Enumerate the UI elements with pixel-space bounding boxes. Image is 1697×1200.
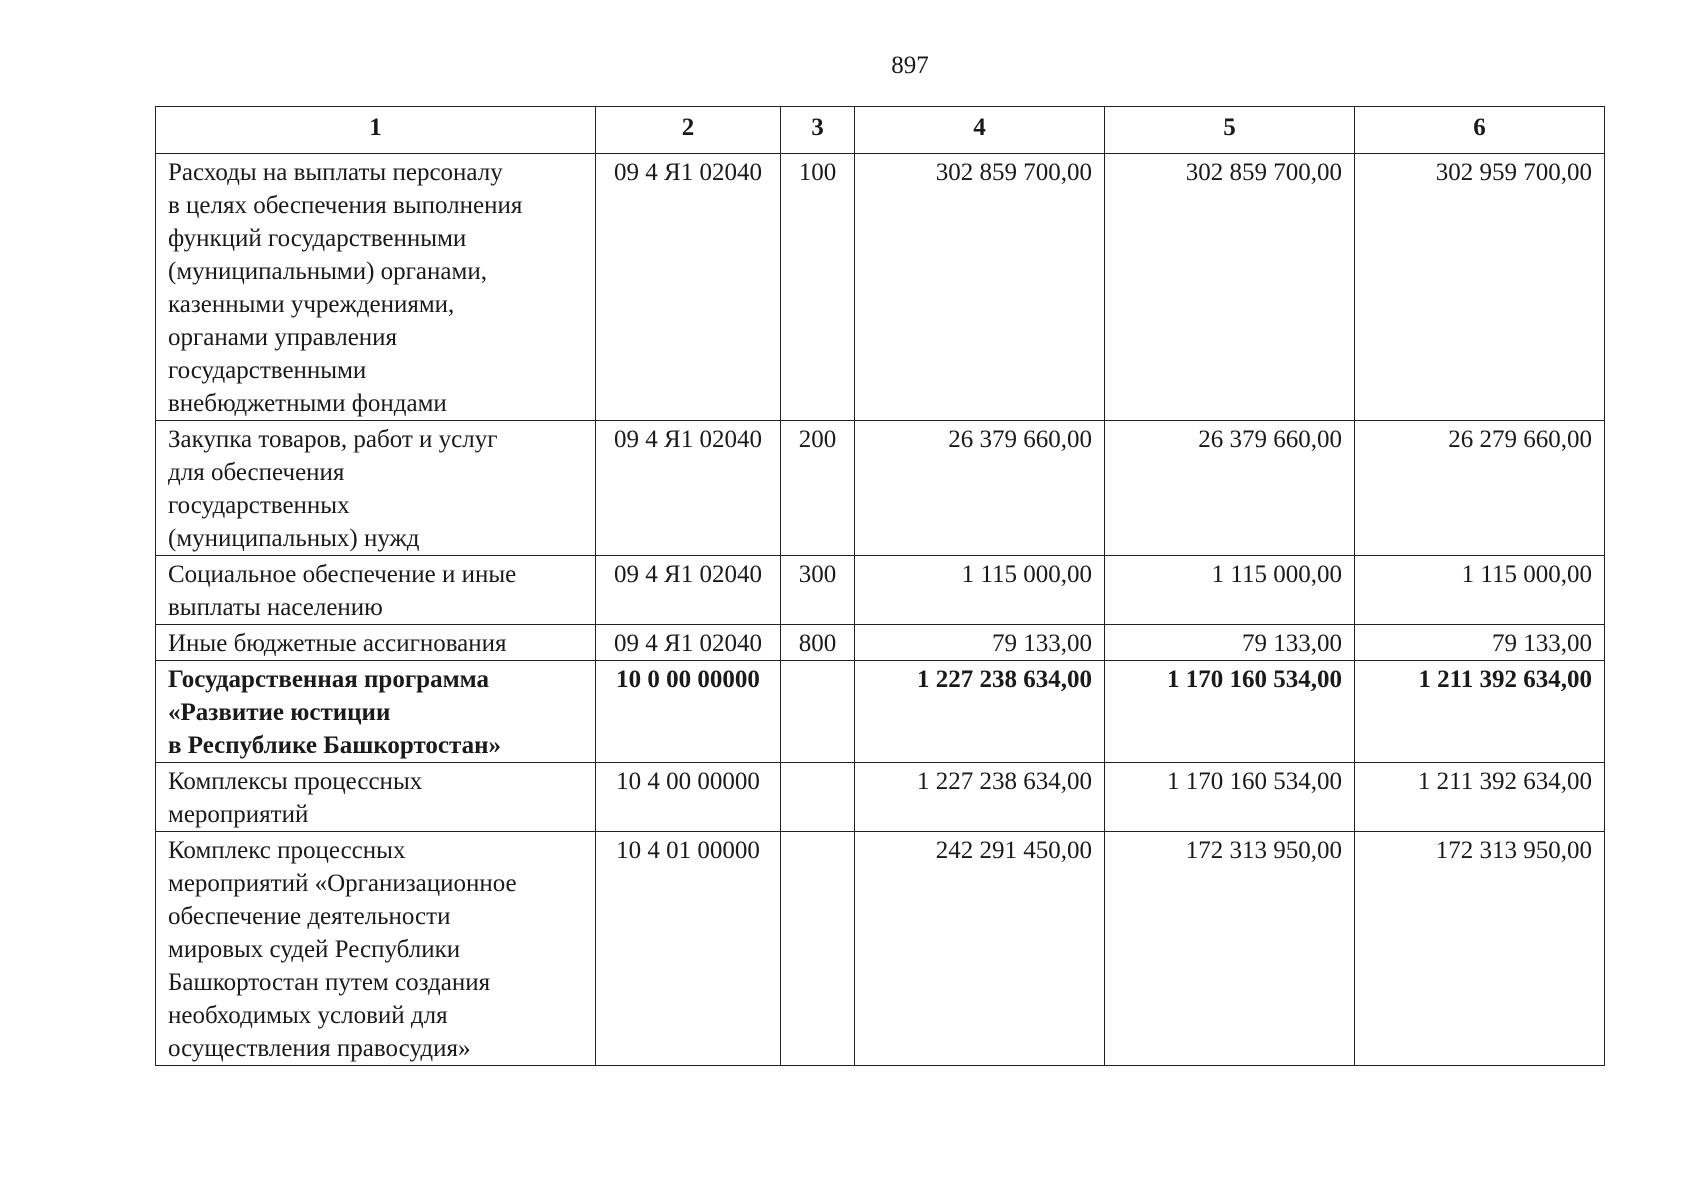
row-amount-1-cell: 1 227 238 634,00 [855, 763, 1105, 832]
table-row [156, 154, 1605, 421]
row-code-cell: 09 4 Я1 02040 [596, 421, 781, 556]
row-name-cell: Иные бюджетные ассигнования [156, 625, 596, 661]
table-row [156, 556, 1605, 625]
table-row [156, 661, 1605, 763]
row-code-cell: 09 4 Я1 02040 [596, 625, 781, 661]
row-amount-2-cell: 26 379 660,00 [1105, 421, 1355, 556]
table-row [156, 625, 1605, 661]
column-header: 3 [781, 107, 855, 154]
row-amount-3-cell: 26 279 660,00 [1355, 421, 1605, 556]
table-row [156, 421, 1605, 556]
row-name-cell: Закупка товаров, работ и услуг для обеспечения государственных (муниципальных) нужд [156, 421, 596, 556]
column-header: 6 [1355, 107, 1605, 154]
table-body [156, 154, 1605, 1066]
row-type-cell [781, 661, 855, 763]
row-code-cell: 10 4 00 00000 [596, 763, 781, 832]
row-code-cell: 10 0 00 00000 [596, 661, 781, 763]
row-amount-2-cell: 1 170 160 534,00 [1105, 661, 1355, 763]
table-row [156, 832, 1605, 1066]
column-header: 1 [156, 107, 596, 154]
row-code-cell: 09 4 Я1 02040 [596, 556, 781, 625]
row-amount-2-cell: 302 859 700,00 [1105, 154, 1355, 421]
row-name-cell: Комплексы процессных мероприятий [156, 763, 596, 832]
column-header: 5 [1105, 107, 1355, 154]
row-amount-3-cell: 1 115 000,00 [1355, 556, 1605, 625]
table-header-row [156, 107, 1605, 154]
row-amount-1-cell: 26 379 660,00 [855, 421, 1105, 556]
row-amount-3-cell: 172 313 950,00 [1355, 832, 1605, 1066]
row-type-cell [781, 763, 855, 832]
column-header: 2 [596, 107, 781, 154]
row-type-cell [781, 832, 855, 1066]
budget-table [155, 106, 1605, 1066]
row-amount-1-cell: 1 227 238 634,00 [855, 661, 1105, 763]
row-name-cell: Комплекс процессных мероприятий «Организационное обеспечение деятельности мировых судей Республики Башкортостан путем создания необходимых условий для осуществления правосудия» [156, 832, 596, 1066]
row-type-cell: 200 [781, 421, 855, 556]
column-header: 4 [855, 107, 1105, 154]
row-type-cell: 100 [781, 154, 855, 421]
row-name-cell: Государственная программа «Развитие юстиции в Республике Башкортостан» [156, 661, 596, 763]
row-type-cell: 800 [781, 625, 855, 661]
row-amount-3-cell: 79 133,00 [1355, 625, 1605, 661]
row-amount-3-cell: 302 959 700,00 [1355, 154, 1605, 421]
row-amount-2-cell: 1 115 000,00 [1105, 556, 1355, 625]
row-type-cell: 300 [781, 556, 855, 625]
row-amount-1-cell: 242 291 450,00 [855, 832, 1105, 1066]
row-amount-1-cell: 1 115 000,00 [855, 556, 1105, 625]
row-amount-1-cell: 302 859 700,00 [855, 154, 1105, 421]
table-row [156, 763, 1605, 832]
row-code-cell: 10 4 01 00000 [596, 832, 781, 1066]
row-name-cell: Социальное обеспечение и иные выплаты населению [156, 556, 596, 625]
row-amount-2-cell: 172 313 950,00 [1105, 832, 1355, 1066]
row-amount-1-cell: 79 133,00 [855, 625, 1105, 661]
row-amount-2-cell: 1 170 160 534,00 [1105, 763, 1355, 832]
row-amount-2-cell: 79 133,00 [1105, 625, 1355, 661]
row-name-cell: Расходы на выплаты персоналу в целях обеспечения выполнения функций государственными (муниципальными) органами, казенными учреждениями, органами управления государственными внебюджетными фондами [156, 154, 596, 421]
row-amount-3-cell: 1 211 392 634,00 [1355, 661, 1605, 763]
page-number: 897 [891, 52, 929, 79]
row-code-cell: 09 4 Я1 02040 [596, 154, 781, 421]
row-amount-3-cell: 1 211 392 634,00 [1355, 763, 1605, 832]
